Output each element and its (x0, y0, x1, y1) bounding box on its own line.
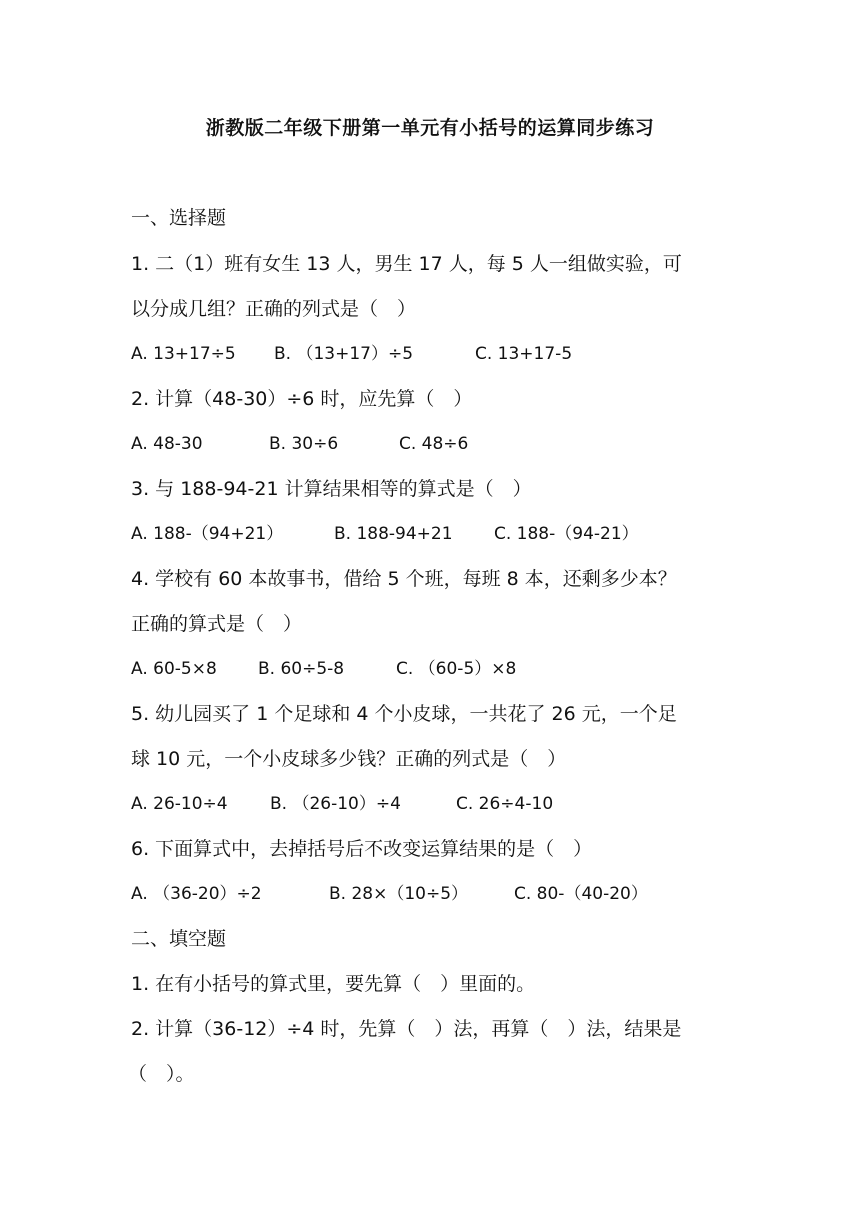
option-a: A. 60-5×8 (131, 659, 217, 679)
option-c: C. 188-（94-21） (494, 524, 639, 544)
question-2-line-1: 2. 计算（48-30）÷6 时，应先算（ ） (131, 388, 473, 410)
page-title: 浙教版二年级下册第一单元有小括号的运算同步练习 (205, 117, 655, 139)
option-b: B. 188-94+21 (334, 524, 453, 544)
option-c: C. 13+17-5 (475, 344, 573, 364)
question-6-line-1: 6. 下面算式中，去掉括号后不改变运算结果的是（ ） (131, 838, 593, 860)
option-a: A. （36-20）÷2 (131, 884, 262, 904)
option-b: B. （13+17）÷5 (274, 344, 414, 364)
option-b: B. 30÷6 (269, 434, 339, 454)
option-c: C. 48÷6 (399, 434, 469, 454)
option-b: B. （26-10）÷4 (270, 794, 401, 814)
question-1-line-2: 以分成几组？正确的列式是（ ） (131, 298, 417, 320)
section-heading-fill-in: 二、填空题 (131, 928, 227, 950)
option-c: C. （60-5）×8 (396, 659, 517, 679)
option-b: B. 60÷5-8 (258, 659, 345, 679)
option-c: C. 80-（40-20） (514, 884, 648, 904)
option-a: A. 26-10÷4 (131, 794, 228, 814)
option-a: A. 13+17÷5 (131, 344, 236, 364)
question-5-line-2: 球 10 元，一个小皮球多少钱？正确的列式是（ ） (131, 748, 567, 770)
question-4-line-2: 正确的算式是（ ） (131, 613, 303, 635)
option-a: A. 188-（94+21） (131, 524, 284, 544)
option-a: A. 48-30 (131, 434, 203, 454)
fill-question-2-line-1: 2. 计算（36-12）÷4 时，先算（ ）法，再算（ ）法，结果是 (131, 1018, 682, 1040)
question-5-line-1: 5. 幼儿园买了 1 个足球和 4 个小皮球，一共花了 26 元，一个足 (131, 703, 677, 725)
question-3-line-1: 3. 与 188-94-21 计算结果相等的算式是（ ） (131, 478, 532, 500)
fill-question-2-line-2: （ ）。 (128, 1063, 195, 1085)
option-b: B. 28×（10÷5） (329, 884, 469, 904)
question-1-line-1: 1. 二（1）班有女生 13 人，男生 17 人，每 5 人一组做实验，可 (131, 253, 682, 275)
fill-question-1-line-1: 1. 在有小括号的算式里，要先算（ ）里面的。 (131, 973, 536, 995)
section-heading-choice: 一、选择题 (131, 207, 227, 229)
question-4-line-1: 4. 学校有 60 本故事书，借给 5 个班，每班 8 本，还剩多少本？ (131, 568, 677, 590)
option-c: C. 26÷4-10 (456, 794, 554, 814)
